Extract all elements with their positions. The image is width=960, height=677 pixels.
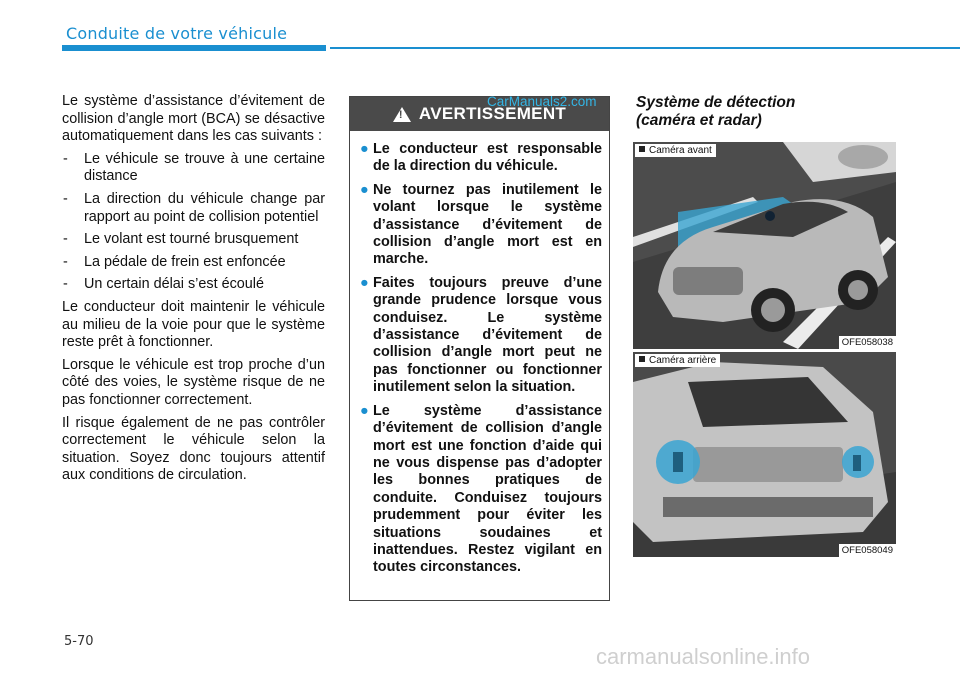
rear-car-image [633, 352, 896, 557]
section-header: Conduite de votre véhicule [66, 24, 288, 43]
warning-item [360, 403, 602, 577]
paragraph-lane-center: Le conducteur doit maintenir le véhicule au milieu de la voie pour que le système reste prêt à fonctionner. [62, 298, 325, 351]
page-number: 5-70 [64, 634, 94, 649]
condition-item: - La direction du véhicule change par rapport au point de collision potentiel [63, 190, 325, 225]
header-rule-thick [62, 45, 326, 51]
square-bullet-icon [639, 146, 645, 152]
condition-text: Un certain délai s’est écoulé [84, 276, 264, 293]
site-watermark: CarManuals2.com [487, 94, 597, 109]
front-camera-illustration [633, 142, 896, 349]
detection-title-line2: (caméra et radar) [636, 112, 762, 129]
condition-text: Le véhicule se trouve à une certaine distance [84, 150, 325, 185]
warning-item [360, 275, 602, 397]
condition-item: - Un certain délai s’est écoulé [63, 276, 264, 293]
bullet-icon: ● [360, 141, 369, 157]
warning-item [360, 141, 602, 176]
header-rule-thin [330, 47, 960, 49]
body-text-column [62, 93, 325, 490]
conditions-list [62, 151, 325, 294]
rear-camera-caption-text: Caméra arrière [649, 355, 717, 366]
detection-title-line1: Système de détection [636, 94, 796, 111]
warning-list [360, 141, 602, 583]
footer-watermark: carmanualsonline.info [596, 644, 811, 669]
warning-triangle-icon: ! [393, 107, 411, 122]
square-bullet-icon [639, 356, 645, 362]
warning-box [349, 96, 610, 601]
paragraph-lane-side: Lorsque le véhicule est trop proche d’un côté des voies, le système risque de ne pas fonctionner correctement. [62, 356, 325, 408]
bullet-icon: ● [360, 274, 369, 291]
front-camera-caption [635, 144, 716, 157]
front-camera-caption-text: Caméra avant [649, 145, 712, 156]
condition-text: La direction du véhicule change par rapport au point de collision potentiel [84, 190, 325, 225]
condition-item: - Le véhicule se trouve à une certaine distance [63, 150, 325, 185]
rear-camera-illustration [633, 352, 896, 557]
bullet-icon: ● [360, 181, 369, 198]
rear-camera-caption [635, 354, 720, 367]
bullet-icon: ● [360, 402, 369, 419]
warning-text: Ne tournez pas inutilement le volant lorsque le système d’assistance d’évitement de collision d’angle mort est en marche. [373, 181, 602, 268]
warning-text: Le conducteur est responsable de la direction du véhicule. [373, 141, 602, 175]
front-car-image [633, 142, 896, 349]
rear-image-code: OFE058049 [839, 544, 896, 557]
condition-item: - Le volant est tourné brusquement [63, 231, 299, 248]
intro-paragraph: Le système d’assistance d’évitement de collision d’angle mort (BCA) se désactive automatiquement dans les cas suivants : [62, 93, 325, 145]
condition-text: La pédale de frein est enfoncée [84, 253, 286, 270]
condition-item: - La pédale de frein est enfoncée [63, 253, 286, 270]
warning-item [360, 182, 602, 269]
warning-title: AVERTISSEMENT [418, 104, 567, 123]
front-image-code: OFE058038 [839, 336, 896, 349]
warning-text: Faites toujours preuve d’une grande prudence lorsque vous conduisez. Le système d’assistance d’évitement de collision d’angle mort peut ne pas fonctionner ou fonctionner inutilement selon la situation. [373, 274, 602, 396]
condition-text: Le volant est tourné brusquement [84, 231, 299, 248]
detection-title [636, 94, 795, 130]
warning-text: Le système d’assistance d’évitement de collision d’angle mort est une fonction d’aide qui ne vous dispense pas d’adopter les bonnes pratiques de conduite. Conduisez toujours prudemment pour éviter les situations soudaines et inattendues. Restez vigilant en toutes circonstances. [373, 402, 602, 576]
paragraph-caution: Il risque également de ne pas contrôler correctement le véhicule selon la situation. Soyez donc toujours attentif aux conditions de circulation. [62, 414, 325, 484]
